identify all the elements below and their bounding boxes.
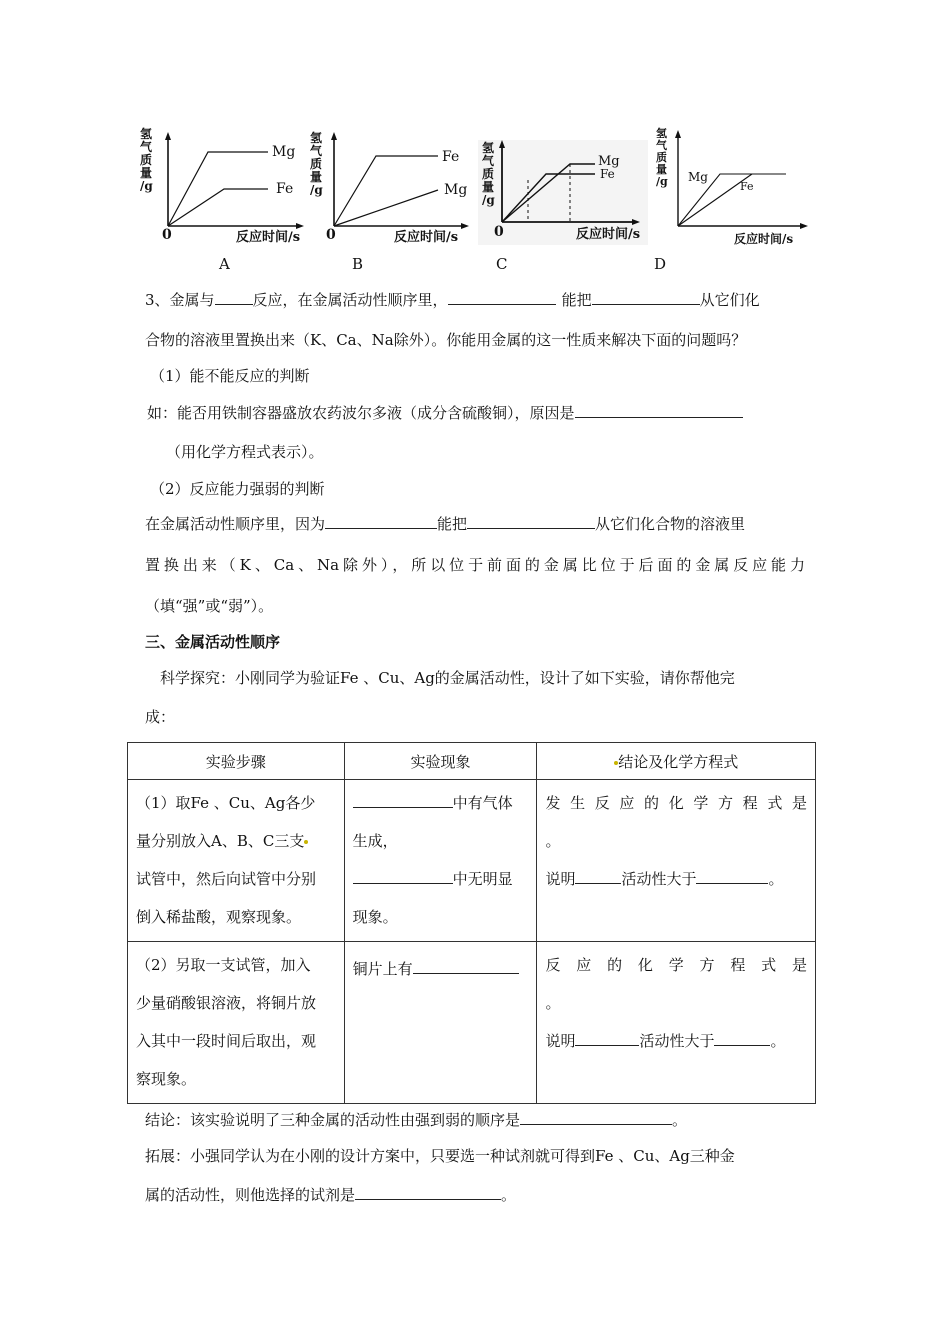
q3-sub2-blank-2[interactable] — [467, 514, 595, 529]
row1-step: （1）取Fe 、Cu、Ag各少 量分别放入A、B、C三支 试管中，然后向试管中分别 倒入稀盐酸，观察现象。 — [128, 780, 345, 942]
graph-d-xlabel: 反应时间/s — [734, 232, 794, 246]
graph-b-letter: B — [352, 255, 364, 273]
row2-obs-blank[interactable] — [413, 959, 519, 974]
graph-a-bottom-label: Fe — [276, 181, 294, 197]
graph-b-xlabel: 反应时间/s — [394, 230, 459, 245]
row2-step: （2）另取一支试管，加入 少量硝酸银溶液，将铜片放 入其中一段时间后取出，观 察现象。 — [128, 942, 345, 1104]
q3-sub2-line2: 置换出来（K、Ca、Na除外），所以位于前面的金属比位于后面的金属反应能力 — [145, 556, 805, 574]
row1-concl-blank-2[interactable] — [696, 869, 768, 884]
q3-line1: 3、金属与 反应，在金属活动性顺序里， 能把 从它们化 — [145, 291, 760, 309]
q3-sub2-title: （2）反应能力强弱的判断 — [150, 480, 325, 498]
graph-b-bottom-line — [334, 190, 438, 226]
q3-sub1-title: （1）能不能反应的判断 — [150, 367, 310, 385]
graph-d-letter: D — [654, 255, 667, 273]
section3-intro-1: 科学探究：小刚同学为验证Fe 、Cu、Ag的金属活动性，设计了如下实验，请你帮他完 — [160, 669, 735, 687]
graph-c-origin: 0 — [494, 224, 504, 240]
graph-b-top-line — [334, 156, 438, 226]
graph-d-top-label: Mg — [688, 170, 708, 184]
graph-c-bottom-label: Fe — [600, 167, 615, 181]
graph-c-letter: C — [496, 255, 508, 273]
graph-a-bottom-line — [168, 189, 268, 226]
table-row — [128, 780, 816, 942]
graph-a-origin: 0 — [162, 227, 172, 243]
row1-observation: 中有气体 生成， 中无明显 现象。 — [344, 780, 537, 942]
row2-observation: 铜片上有 — [344, 942, 537, 1104]
graph-d-bottom-label: Fe — [740, 180, 754, 193]
row2-conclusion: 反应的化学方程式是 。 说明 活动性大于 。 — [537, 942, 816, 1104]
row1-concl-blank-1[interactable] — [575, 869, 621, 884]
row2-concl-blank-1[interactable] — [575, 1031, 639, 1046]
q3-sub1-blank[interactable] — [575, 403, 743, 418]
graph-c-xlabel: 反应时间/s — [576, 227, 641, 242]
section3-title: 三、金属活动性顺序 — [145, 633, 281, 651]
row1-obs-blank-1[interactable] — [353, 793, 453, 808]
graph-d-plot — [654, 128, 814, 246]
graph-c-top-label: Mg — [598, 154, 620, 169]
q3-blank-2[interactable] — [448, 290, 556, 305]
conclusion-line: 结论：该实验说明了三种金属的活动性由强到弱的顺序是 。 — [145, 1111, 688, 1129]
graph-b-ylabel: 氢 气 质 量 /g — [310, 131, 323, 197]
extension-line-2: 属的活动性，则他选择的试剂是 。 — [145, 1186, 517, 1204]
graph-b-origin: 0 — [326, 227, 336, 243]
graph-a-xlabel: 反应时间/s — [236, 230, 301, 245]
graph-b-top-label: Fe — [442, 149, 460, 165]
q3-line2: 合物的溶液里置换出来（K、Ca、Na除外）。你能用金属的这一性质来解决下面的问题吗？ — [145, 331, 747, 349]
graph-b — [310, 130, 475, 245]
graph-c-ylabel: 氢 气 质 量 /g — [482, 141, 495, 207]
conclusion-blank[interactable] — [520, 1110, 672, 1125]
graph-a — [140, 128, 310, 243]
row1-obs-blank-2[interactable] — [353, 869, 453, 884]
graph-a-ylabel: 氢 气 质 量 /g — [140, 127, 153, 193]
section3-intro-2: 成： — [145, 708, 176, 726]
table-row — [128, 942, 816, 1104]
graph-a-letter: A — [219, 255, 230, 273]
q3-blank-1[interactable] — [215, 290, 253, 305]
q3-sub2-line1: 在金属活动性顺序里，因为 能把 从它们化合物的溶液里 — [145, 515, 746, 533]
q3-sub1-text: 如：能否用铁制容器盛放农药波尔多液（成分含硫酸铜），原因是 — [147, 403, 743, 423]
q3-sub2-line3: （填“强”或“弱”）。 — [145, 597, 274, 615]
graph-d — [654, 128, 814, 246]
graph-d-ylabel: 氢 气 质 量 /g — [656, 127, 668, 188]
graph-c-bottom-line — [502, 164, 595, 222]
extension-blank[interactable] — [355, 1185, 501, 1200]
graph-c-top-line — [502, 174, 595, 222]
header-observations: 实验现象 — [344, 743, 537, 780]
q3-blank-3[interactable] — [592, 290, 700, 305]
extension-line-1: 拓展：小强同学认为在小刚的设计方案中，只要选一种试剂就可得到Fe 、Cu、Ag三种金 — [145, 1147, 735, 1165]
row2-concl-blank-2[interactable] — [714, 1031, 770, 1046]
header-steps: 实验步骤 — [128, 743, 345, 780]
q3-sub1-note: （用化学方程式表示）。 — [166, 443, 324, 461]
header-conclusion: 结论及化学方程式 — [537, 743, 816, 780]
graph-a-top-label: Mg — [272, 144, 296, 160]
graph-b-bottom-label: Mg — [444, 182, 468, 198]
row1-conclusion: 发生反应的化学方程式是 。 说明 活动性大于 。 — [537, 780, 816, 942]
q3-sub2-blank-1[interactable] — [325, 514, 437, 529]
experiment-table — [127, 742, 816, 1104]
table-header-row — [128, 743, 816, 780]
graph-c — [478, 140, 648, 245]
